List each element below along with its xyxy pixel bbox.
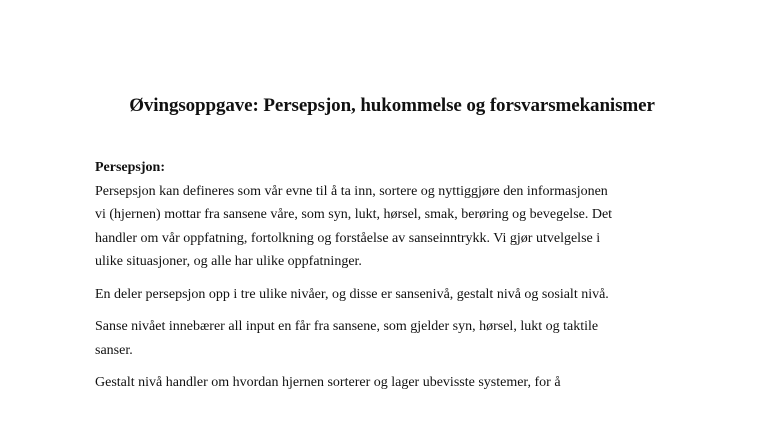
text-line: Sanse nivået innebærer all input en får fra sansene, som gjelder syn, hørsel, lukt og taktile xyxy=(95,319,599,334)
text-line: vi (hjernen) mottar fra sansene våre, som syn, lukt, hørsel, smak, berøring og bevegelse. Det xyxy=(95,207,613,222)
section-heading: Persepsjon: xyxy=(95,160,165,175)
paragraph xyxy=(95,180,695,274)
paragraph xyxy=(95,371,695,395)
paragraph xyxy=(95,315,695,362)
text-line: Gestalt nivå handler om hvordan hjernen sorterer og lager ubevisste systemer, for å xyxy=(95,375,561,390)
document-title: Øvingsoppgave: Persepsjon, hukommelse og forsvarsmekanismer xyxy=(129,95,655,116)
text-line: En deler persepsjon opp i tre ulike nivåer, og disse er sansenivå, gestalt nivå og sosialt nivå. xyxy=(95,286,609,302)
document-body xyxy=(95,156,695,404)
text-line: Persepsjon kan defineres som vår evne til å ta inn, sortere og nyttiggjøre den informasjonen xyxy=(95,183,608,199)
text-line: sanser. xyxy=(95,342,133,358)
text-line: handler om vår oppfatning, fortolkning og forståelse av sanseinntrykk. Vi gjør utvelgelse i xyxy=(95,230,601,246)
paragraph xyxy=(95,283,695,307)
text-line: ulike situasjoner, og alle har ulike oppfatninger. xyxy=(95,254,362,269)
